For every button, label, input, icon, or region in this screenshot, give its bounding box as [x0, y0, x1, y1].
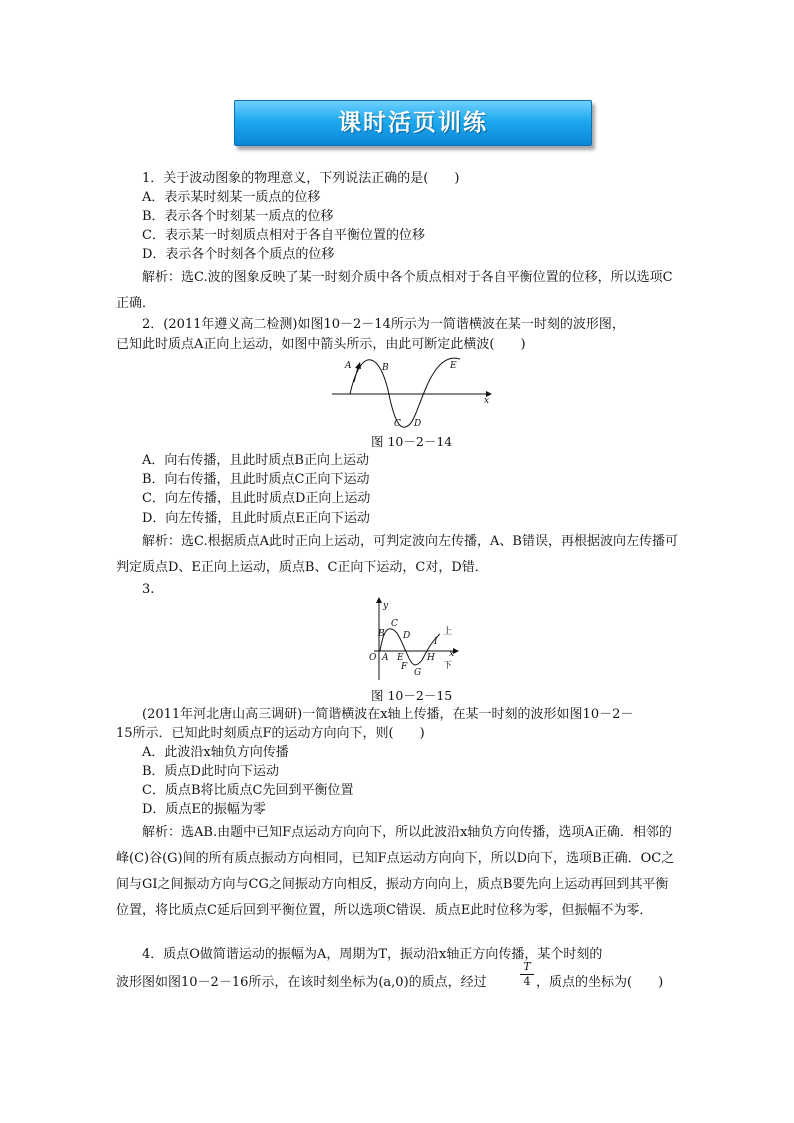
label-A: A	[382, 653, 389, 663]
q1-analysis: 解析：选C.波的图象反映了某一时刻介质中各个质点相对于各自平衡位置的位移，所以选项C正确．	[116, 270, 673, 311]
q1-stem: 1．关于波动图象的物理意义，下列说法正确的是( )	[142, 171, 460, 186]
label-B: B	[382, 363, 389, 373]
q2-stem-line1: 2．(2011年遵义高二检测)如图10－2－14所示为一简谐横波在某一时刻的波形图，	[142, 317, 625, 332]
q3-option-d: D．质点E的振幅为零	[142, 802, 266, 817]
label-x: x	[449, 649, 455, 659]
label-B: B	[378, 629, 385, 639]
q3-option-c: C．质点B将比质点C先回到平衡位置	[142, 783, 354, 798]
label-up: 上	[443, 627, 453, 637]
q3-analysis: 解析：选AB.由题中已知F点运动方向向下，所以此波沿x轴负方向传播，选项A正确．相邻的峰(C)谷(G)间的所有质点振动方向相同，已知F点运动方向向下，所以D向下，选项B正确．OC之间与GI之间振动方向与CG之间振动方向相反，振动方向向上，质点B要先向上运动再回到其平衡位置，将比质点C延后回到平衡位置，所以选项C错误．质点E此时位移为零，但振幅不为零．	[116, 825, 675, 918]
label-C: C	[394, 419, 401, 429]
q2-option-a: A．向右传播，且此时质点B正向上运动	[142, 453, 369, 468]
arrow-shaft	[354, 367, 358, 382]
label-O: O	[369, 653, 377, 663]
page-title: 课时活页训练	[338, 110, 488, 136]
title-banner	[234, 100, 592, 146]
label-E: E	[450, 361, 457, 371]
label-y: y	[383, 601, 389, 611]
label-C: C	[391, 619, 398, 629]
figure-10-2-14	[330, 354, 492, 430]
q1-option-a: A．表示某时刻某一质点的位移	[142, 190, 321, 205]
label-D: D	[414, 419, 422, 429]
q3-stem-line2: 15所示．已知此时刻质点F的运动方向向下，则( )	[116, 726, 425, 741]
label-down: 下	[443, 661, 453, 671]
figure-10-2-14-caption: 图 10－2－14	[371, 434, 453, 449]
q4-stem-line1: 4．质点O做简谐运动的振幅为A，周期为T，振动沿x轴正方向传播，某个时刻的	[142, 947, 603, 962]
q2-option-b: B．向右传播，且此时质点C正向下运动	[142, 472, 370, 487]
label-x: x	[484, 396, 490, 406]
q1-option-b: B．表示各个时刻某一质点的位移	[142, 209, 334, 224]
fraction-denominator: 4	[523, 975, 531, 988]
fraction-numerator: T	[523, 960, 531, 973]
q2-option-d: D．向左传播，且此时质点E正向下运动	[142, 511, 370, 526]
label-I: I	[434, 637, 438, 647]
q3-option-b: B．质点D此时向下运动	[142, 764, 279, 779]
fraction-t-over-4	[520, 961, 534, 988]
label-F: F	[401, 662, 408, 672]
wave-curve	[350, 358, 460, 427]
figure-10-2-15-caption: 图 10－2－15	[371, 688, 453, 703]
label-G: G	[414, 668, 422, 678]
q1-option-d: D．表示各个时刻各个质点的位移	[142, 247, 335, 262]
q2-option-c: C．向左传播，且此时质点D正向上运动	[142, 491, 371, 506]
label-H: H	[427, 653, 435, 663]
q4-stem-line2-post: ，质点的坐标为( )	[536, 975, 664, 990]
q3-number: 3.	[142, 582, 155, 597]
label-D: D	[403, 631, 411, 641]
label-E: E	[397, 653, 404, 663]
figure-10-2-15	[366, 596, 461, 682]
q1-option-c: C．表示某一时刻质点相对于各自平衡位置的位移	[142, 228, 425, 243]
q3-stem-line1: (2011年河北唐山高三调研)一简谐横波在x轴上传播，在某一时刻的波形如图10－2－	[142, 707, 634, 722]
q2-stem-line2: 已知此时质点A正向上运动，如图中箭头所示，由此可断定此横波( )	[116, 337, 526, 352]
q4-stem-line2-pre: 波形图如图10－2－16所示，在该时刻坐标为(a,0)的质点，经过	[116, 975, 487, 990]
q2-analysis: 解析：选C.根据质点A此时正向上运动，可判定波向左传播，A、B错误，再根据波向左传播可判定质点D、E正向上运动，质点B、C正向下运动，C对，D错．	[116, 534, 678, 575]
label-A: A	[345, 361, 352, 371]
arrow-head	[355, 362, 361, 369]
y-axis-arrow	[376, 597, 382, 603]
q3-option-a: A．此波沿x轴负方向传播	[142, 745, 289, 760]
